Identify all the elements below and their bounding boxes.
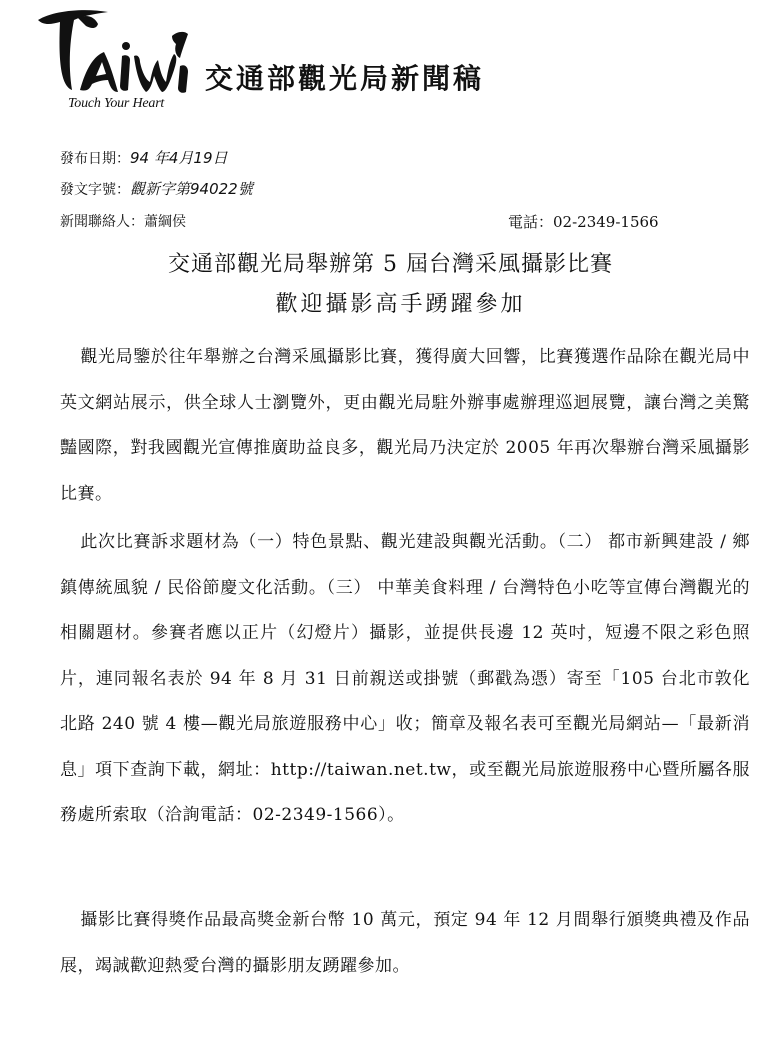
release-date — [60, 147, 228, 168]
press-contact — [60, 211, 186, 231]
document-number-value: 觀新字第94022號 — [130, 180, 253, 198]
document-number-label: 發文字號： — [60, 182, 130, 198]
release-date-value: 94 年4月19日 — [130, 149, 228, 167]
press-contact-label: 新聞聯絡人： — [60, 214, 144, 230]
taiwan-logo — [34, 6, 194, 118]
headline-line-1: 交通部觀光局舉辦第 5 屆台灣采風攝影比賽 — [168, 252, 613, 277]
body-paragraph-2: 此次比賽訴求題材為（一）特色景點、觀光建設與觀光活動。（二） 都市新興建設 / 鄉鎮傳統風貌 / 民俗節慶文化活動。（三） 中華美食料理 / 台灣特色小吃等宣傳台灣觀光的相關題材。參賽者應以正片（幻燈片）攝影，並提供長邊 12 英吋，短邊不限之彩色照片，連同報名表於 94 年 8 月 31 日前親送或掛號（郵戳為憑）寄至「105 台北市敦化北路 240 號 4 樓—觀光局旅遊服務中心」收；簡章及報名表可至觀光局網站—「最新消息」項下查詢下載，網址：http://taiwan.net.tw，或至觀光局旅遊服務中心暨所屬各服務處所索取（洽詢電話：02-2349-1566）。 — [60, 532, 750, 825]
logo-tagline: Touch Your Heart — [68, 96, 165, 111]
contact-phone: 電話：02-2349-1566 — [508, 213, 659, 231]
body-paragraph-3: 攝影比賽得獎作品最高獎金新台幣 10 萬元，預定 94 年 12 月間舉行頒獎典禮及作品展，竭誠歡迎熱愛台灣的攝影朋友踴躍參加。 — [60, 910, 750, 976]
release-date-label: 發布日期： — [60, 151, 130, 167]
press-release-title: 交通部觀光局新聞稿 — [205, 62, 485, 95]
document-number — [60, 178, 253, 199]
press-contact-value: 蕭綱侯 — [144, 214, 186, 230]
taiwan-logo-icon — [34, 6, 194, 98]
body-paragraph-1: 觀光局鑒於往年舉辦之台灣采風攝影比賽，獲得廣大回響，比賽獲選作品除在觀光局中英文網站展示，供全球人士瀏覽外，更由觀光局駐外辦事處辦理巡迴展覽，讓台灣之美驚豔國際，對我國觀光宣傳推廣助益良多，觀光局乃決定於 2005 年再次舉辦台灣采風攝影比賽。 — [60, 347, 750, 504]
headline-line-2: 歡迎攝影高手踴躍參加 — [275, 292, 526, 317]
